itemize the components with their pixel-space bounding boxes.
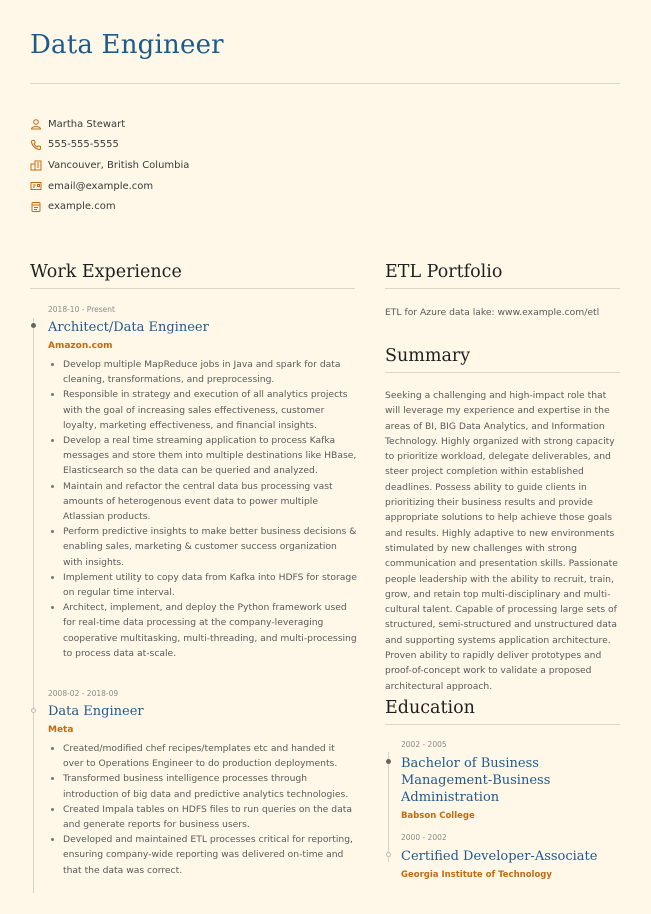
job-entry: [48, 305, 358, 661]
job-title: Architect/Data Engineer: [48, 320, 209, 335]
work-timeline: [33, 318, 34, 893]
city-icon: [30, 159, 42, 171]
education-divider: [385, 724, 620, 725]
phone-icon: [30, 139, 42, 151]
job-bullet: • Responsible in strategy and execution of all analytics projects with the goal of increasing sales effectiveness, customer loyalty, marketing effectiveness, and financial insights.: [63, 387, 358, 433]
person-icon: [30, 118, 42, 130]
job-bullet: • Developed and maintained ETL processes critical for reporting, ensuring company-wide reporting was delivered on-time and that the data was correct.: [63, 832, 358, 878]
education-school: Babson College: [401, 811, 475, 821]
job-company: Amazon.com: [48, 341, 113, 351]
contact-email[interactable]: email@example.com: [48, 180, 154, 192]
job-bullet: • Transformed business intelligence processes through introduction of big data and predictive analytics technologies.: [63, 771, 358, 801]
job-date: 2018-10 - Present: [48, 305, 115, 314]
email-icon: [30, 180, 42, 192]
portfolio-text: ETL for Azure data lake: www.example.com/etl: [385, 307, 600, 318]
work-experience-heading: Work Experience: [30, 262, 182, 282]
portfolio-divider: [385, 288, 620, 289]
summary-divider: [385, 372, 620, 373]
portfolio-heading: ETL Portfolio: [385, 262, 503, 282]
summary-text: Seeking a challenging and high-impact role that will leverage my experience and expertise in the areas of BI, BIG Data Analytics, and Information Technology. Highly organized with strong capacity to prioritize workload, delegate deliverables, and steer project completion within established deadlines. Possess ability to guide clients in prioritizing their business results and provide appropriate solutions to help achieve those goals and results. Highly adaptive to new environments stimulated by new challenges with strong communication and presentation skills. Passionate people leadership with the ability to recruit, train, grow, and retain top multi-disciplinary and multi-cultural talent. Capable of processing large sets of structured, semi-structured and unstructured data and supporting systems application architecture. Proven ability to rapidly deliver prototypes and proof-of-concept work to validate a proposed architectural approach.: [385, 390, 618, 692]
contact-website[interactable]: example.com: [48, 201, 116, 213]
contact-location: Vancouver, British Columbia: [48, 159, 190, 171]
job-entry: [48, 689, 358, 878]
contact-list: [30, 114, 189, 217]
contact-name-row: [30, 114, 189, 135]
contact-name: Martha Stewart: [48, 118, 126, 130]
job-bullet: • Created/modified chef recipes/templates etc and handed it over to Operations Engineer to do production deployments.: [63, 741, 358, 771]
education-timeline: [388, 752, 389, 862]
timeline-dot: [386, 852, 391, 857]
job-bullet: • Develop a real time streaming application to process Kafka messages and store them into multiple destinations like HBase, Elasticsearch so the data can be queried and analyzed.: [63, 433, 358, 479]
job-bullets: [48, 741, 358, 878]
education-degree: Bachelor of Business Management-Business Administration: [401, 756, 551, 805]
job-date: 2008-02 - 2018-09: [48, 689, 119, 698]
education-heading: Education: [385, 698, 475, 718]
title-divider: [30, 83, 620, 84]
education-date: 2002 - 2005: [401, 740, 447, 749]
contact-location-row: [30, 155, 189, 176]
timeline-dot: [31, 708, 36, 713]
job-bullet: • Architect, implement, and deploy the Python framework used for real-time data processing at the company-leveraging cooperative multitasking, multi-threading, and multi-processing to process data at-scale.: [63, 600, 358, 661]
education-entry: [401, 833, 626, 880]
job-bullet: • Created Impala tables on HDFS files to run queries on the data and generate reports for business users.: [63, 802, 358, 832]
job-bullet: • Develop multiple MapReduce jobs in Java and spark for data cleaning, transformations, and preprocessing.: [63, 357, 358, 387]
timeline-dot: [386, 759, 391, 764]
job-title: Data Engineer: [48, 704, 144, 719]
contact-phone: 555-555-5555: [48, 139, 119, 151]
education-date: 2000 - 2002: [401, 833, 447, 842]
job-bullet: • Perform predictive insights to make better business decisions & enabling sales, marketing & customer success organization with insights.: [63, 524, 358, 570]
job-bullets: [48, 357, 358, 661]
education-entry: [401, 740, 626, 821]
timeline-dot: [31, 323, 36, 328]
contact-email-row[interactable]: [30, 176, 189, 197]
job-company: Meta: [48, 725, 74, 735]
work-divider: [30, 288, 355, 289]
job-bullet: • Implement utility to copy data from Kafka into HDFS for storage on regular time interval.: [63, 570, 358, 600]
contact-website-row[interactable]: [30, 196, 189, 217]
job-bullet: • Maintain and refactor the central data bus processing vast amounts of heterogenous event data to power multiple Atlassian products.: [63, 479, 358, 525]
education-school: Georgia Institute of Technology: [401, 870, 552, 880]
contact-phone-row: [30, 135, 189, 156]
resume-title: Data Engineer: [30, 30, 224, 60]
summary-heading: Summary: [385, 346, 471, 366]
website-icon: [30, 201, 42, 213]
education-degree: Certified Developer-Associate: [401, 849, 598, 864]
